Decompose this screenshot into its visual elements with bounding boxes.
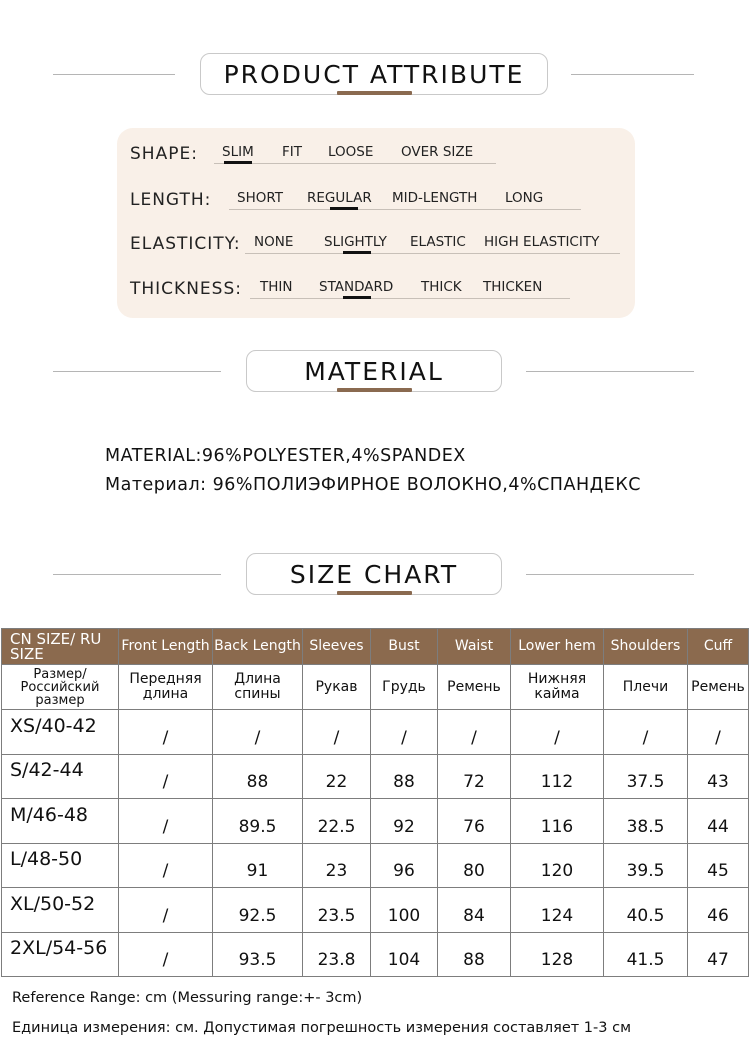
material-russian: Материал: 96%ПОЛИЭФИРНОЕ ВОЛОКНО,4%СПАНДЕКС bbox=[105, 475, 641, 495]
table-cell: 120 bbox=[511, 843, 604, 888]
size-cell: XL/50-52 bbox=[2, 888, 119, 933]
table-cell: 37.5 bbox=[604, 754, 688, 799]
divider-left bbox=[53, 574, 221, 575]
material-header bbox=[0, 347, 750, 397]
table-cell: 22 bbox=[303, 754, 371, 799]
table-cell: 45 bbox=[688, 843, 749, 888]
attr-option: HIGH ELASTICITY bbox=[484, 234, 600, 250]
table-cell: / bbox=[303, 710, 371, 755]
attr-row-thickness bbox=[117, 275, 635, 315]
size-cell: XS/40-42 bbox=[2, 710, 119, 755]
attr-option: OVER SIZE bbox=[401, 144, 474, 160]
table-cell: / bbox=[604, 710, 688, 755]
table-cell: 93.5 bbox=[213, 932, 303, 977]
table-row bbox=[2, 843, 749, 888]
attr-underline bbox=[214, 163, 496, 164]
table-cell: / bbox=[119, 843, 213, 888]
attr-option: SLIM bbox=[222, 144, 254, 160]
product-attribute-title: PRODUCT ATTRIBUTE bbox=[200, 53, 548, 95]
table-cell: / bbox=[119, 799, 213, 844]
attr-option: LONG bbox=[505, 190, 544, 206]
table-header-cell: Нижняя кайма bbox=[511, 665, 604, 710]
attr-option: SLIGHTLY bbox=[324, 234, 387, 250]
table-cell: 43 bbox=[688, 754, 749, 799]
attr-row-length bbox=[117, 186, 635, 226]
table-header-cell: Ремень bbox=[688, 665, 749, 710]
attr-underline bbox=[229, 209, 581, 210]
attr-option: THIN bbox=[260, 279, 293, 295]
table-header-cell: Рукав bbox=[303, 665, 371, 710]
attribute-panel bbox=[117, 128, 635, 318]
table-header-cell: Длина спины bbox=[213, 665, 303, 710]
attr-option: REGULAR bbox=[307, 190, 372, 206]
material-english: MATERIAL:96%POLYESTER,4%SPANDEX bbox=[105, 446, 466, 466]
table-row bbox=[2, 888, 749, 933]
attr-option: FIT bbox=[282, 144, 302, 160]
table-row bbox=[2, 754, 749, 799]
table-cell: 46 bbox=[688, 888, 749, 933]
attr-label: LENGTH: bbox=[130, 190, 212, 210]
table-cell: 41.5 bbox=[604, 932, 688, 977]
table-header-cell: Shoulders bbox=[604, 629, 688, 665]
divider-right bbox=[526, 574, 694, 575]
table-cell: 128 bbox=[511, 932, 604, 977]
title-accent bbox=[337, 388, 412, 392]
attr-row-elasticity bbox=[117, 230, 635, 270]
title-accent bbox=[337, 591, 412, 595]
table-cell: 124 bbox=[511, 888, 604, 933]
attr-label: ELASTICITY: bbox=[130, 234, 241, 254]
divider-left bbox=[53, 74, 175, 75]
table-cell: 80 bbox=[438, 843, 511, 888]
title-accent bbox=[337, 91, 412, 95]
table-cell: / bbox=[371, 710, 438, 755]
table-cell: / bbox=[213, 710, 303, 755]
table-header-cell: Front Length bbox=[119, 629, 213, 665]
attr-underline bbox=[250, 298, 570, 299]
table-header-cell: Bust bbox=[371, 629, 438, 665]
table-header-cell: Передняя длина bbox=[119, 665, 213, 710]
attr-underline bbox=[245, 253, 620, 254]
table-cell: 112 bbox=[511, 754, 604, 799]
attr-option: NONE bbox=[254, 234, 294, 250]
attr-option: MID-LENGTH bbox=[392, 190, 478, 206]
material-title: MATERIAL bbox=[246, 350, 502, 392]
table-cell: 23 bbox=[303, 843, 371, 888]
table-row bbox=[2, 932, 749, 977]
attr-option: SHORT bbox=[237, 190, 283, 206]
table-cell: / bbox=[688, 710, 749, 755]
attr-label: THICKNESS: bbox=[130, 279, 242, 299]
table-cell: 22.5 bbox=[303, 799, 371, 844]
table-cell: 91 bbox=[213, 843, 303, 888]
size-cell: M/46-48 bbox=[2, 799, 119, 844]
table-cell: / bbox=[511, 710, 604, 755]
table-cell: 116 bbox=[511, 799, 604, 844]
table-cell: / bbox=[119, 754, 213, 799]
table-header-en bbox=[2, 629, 749, 665]
table-header-cell: Плечи bbox=[604, 665, 688, 710]
table-header-ru bbox=[2, 665, 749, 710]
attr-label: SHAPE: bbox=[130, 144, 198, 164]
measurement-note-ru: Единица измерения: см. Допустимая погрешность измерения составляет 1-3 см bbox=[12, 1020, 632, 1036]
table-cell: 38.5 bbox=[604, 799, 688, 844]
table-cell: 92.5 bbox=[213, 888, 303, 933]
table-row bbox=[2, 710, 749, 755]
selected-marker bbox=[224, 161, 252, 164]
size-cell: L/48-50 bbox=[2, 843, 119, 888]
size-chart-table bbox=[1, 628, 749, 977]
table-cell: 88 bbox=[438, 932, 511, 977]
attr-row-shape bbox=[117, 140, 635, 180]
table-cell: 88 bbox=[371, 754, 438, 799]
table-cell: 84 bbox=[438, 888, 511, 933]
table-header-cell: Грудь bbox=[371, 665, 438, 710]
attr-option: STANDARD bbox=[319, 279, 394, 295]
table-cell: 72 bbox=[438, 754, 511, 799]
product-attribute-header bbox=[0, 50, 750, 100]
table-header-cell: Back Length bbox=[213, 629, 303, 665]
table-cell: 104 bbox=[371, 932, 438, 977]
table-cell: / bbox=[438, 710, 511, 755]
reference-range-note: Reference Range: cm (Messuring range:+- 3cm) bbox=[12, 990, 363, 1006]
table-cell: 92 bbox=[371, 799, 438, 844]
attr-option: THICKEN bbox=[483, 279, 543, 295]
table-cell: / bbox=[119, 710, 213, 755]
table-cell: / bbox=[119, 932, 213, 977]
selected-marker bbox=[343, 296, 371, 299]
table-cell: 23.5 bbox=[303, 888, 371, 933]
size-chart-title: SIZE CHART bbox=[246, 553, 502, 595]
table-cell: 40.5 bbox=[604, 888, 688, 933]
table-header-cell: Cuff bbox=[688, 629, 749, 665]
divider-right bbox=[571, 74, 694, 75]
table-cell: 47 bbox=[688, 932, 749, 977]
table-header-cell: Waist bbox=[438, 629, 511, 665]
table-cell: 39.5 bbox=[604, 843, 688, 888]
table-header-cell: Размер/ Российский размер bbox=[2, 665, 119, 710]
attr-option: ELASTIC bbox=[410, 234, 466, 250]
table-cell: 44 bbox=[688, 799, 749, 844]
table-cell: 89.5 bbox=[213, 799, 303, 844]
selected-marker bbox=[330, 207, 358, 210]
selected-marker bbox=[343, 251, 371, 254]
size-chart-header bbox=[0, 550, 750, 600]
table-header-cell: Ремень bbox=[438, 665, 511, 710]
table-header-cell: Lower hem bbox=[511, 629, 604, 665]
size-cell: 2XL/54-56 bbox=[2, 932, 119, 977]
table-cell: 23.8 bbox=[303, 932, 371, 977]
divider-left bbox=[53, 371, 221, 372]
table-cell: / bbox=[119, 888, 213, 933]
table-cell: 76 bbox=[438, 799, 511, 844]
table-row bbox=[2, 799, 749, 844]
table-cell: 100 bbox=[371, 888, 438, 933]
divider-right bbox=[526, 371, 694, 372]
table-cell: 88 bbox=[213, 754, 303, 799]
size-cell: S/42-44 bbox=[2, 754, 119, 799]
table-header-cell: CN SIZE/ RU SIZE bbox=[2, 629, 119, 665]
table-cell: 96 bbox=[371, 843, 438, 888]
attr-option: THICK bbox=[421, 279, 462, 295]
attr-option: LOOSE bbox=[328, 144, 374, 160]
table-header-cell: Sleeves bbox=[303, 629, 371, 665]
